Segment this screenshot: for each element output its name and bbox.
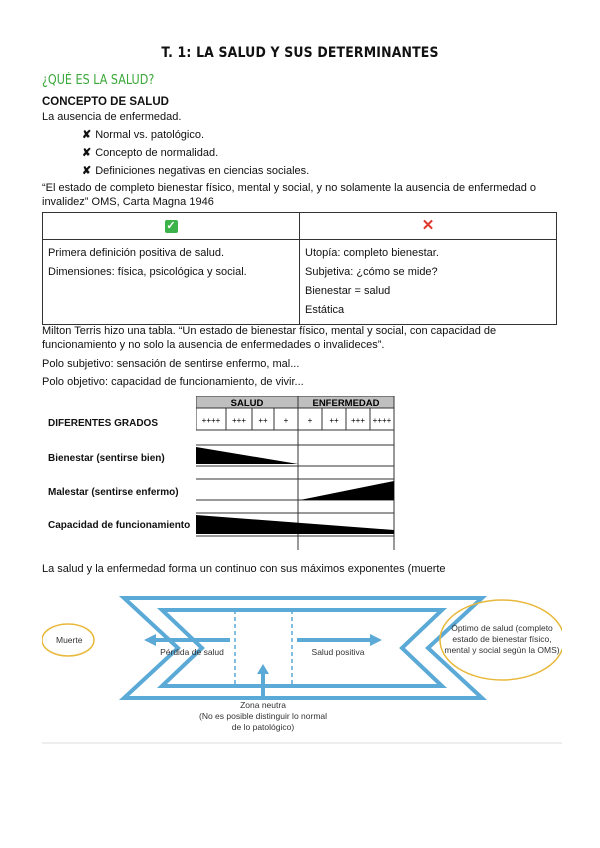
pros-cell: Primera definición positiva de salud. Dimensiones: física, psicológica y social.: [43, 240, 300, 325]
grade-enf-2: ++: [329, 416, 339, 425]
salud-positiva-label: Salud positiva: [311, 647, 365, 657]
zona-neutra-line1: Zona neutra: [240, 700, 286, 710]
section-heading: ¿QUÉ ES LA SALUD?: [42, 73, 155, 88]
grade-enf-1: +: [307, 416, 313, 425]
bullet-item: ✘ Definiciones negativas en ciencias sociales.: [82, 165, 310, 177]
bullet-item: ✘ Normal vs. patológico.: [82, 129, 205, 141]
grade-salud-1: +: [283, 416, 289, 425]
intro-text: La ausencia de enfermedad.: [42, 111, 182, 123]
optimo-line2: estado de bienestar físico,: [452, 634, 552, 644]
grade-salud-3: +++: [231, 416, 247, 425]
bienestar-wedge: [196, 447, 298, 464]
pros-cons-table: [42, 212, 557, 325]
malestar-wedge: [300, 481, 394, 500]
grade-enf-4: ++++: [372, 416, 392, 425]
capacidad-wedge: [196, 515, 394, 534]
muerte-label: Muerte: [56, 635, 83, 645]
cross-bullet-icon: ✘: [82, 165, 92, 177]
capacidad-label: Capacidad de funcionamiento: [48, 520, 191, 531]
zona-neutra-line3: de lo patológico): [231, 722, 295, 732]
bullet-item: ✘ Concepto de normalidad.: [82, 147, 219, 159]
oms-quote-line2: invalidez” OMS, Carta Magna 1946: [42, 196, 214, 208]
page-title: T. 1: LA SALUD Y SUS DETERMINANTES: [161, 45, 439, 61]
malestar-label: Malestar (sentirse enfermo): [48, 487, 179, 498]
polo-subjetivo: Polo subjetivo: sensación de sentirse enfermo, mal...: [42, 358, 300, 370]
enfermedad-header: ENFERMEDAD: [312, 398, 380, 409]
perdida-salud-label: Pérdida de salud: [160, 647, 224, 657]
grade-enf-3: +++: [350, 416, 366, 425]
continuum-text: La salud y la enfermedad forma un continuo con sus máximos exponentes (muerte: [42, 563, 446, 575]
check-icon: ✓: [166, 219, 176, 232]
bienestar-label: Bienestar (sentirse bien): [48, 453, 165, 464]
cross-bullet-icon: ✘: [82, 147, 92, 159]
grade-salud-4: ++++: [201, 416, 221, 425]
zona-neutra-line2: (No es posible distinguir lo normal: [198, 711, 328, 721]
polo-objetivo: Polo objetivo: capacidad de funcionamiento, de vivir...: [42, 376, 304, 388]
cons-cell: Utopía: completo bienestar. Subjetiva: ¿cómo se mide? Bienestar = salud Estática: [300, 240, 557, 325]
cross-icon: ✕: [421, 217, 435, 234]
oms-quote-line1: “El estado de completo bienestar físico, mental y social, y no solamente la ausencia de enfermedad o: [42, 182, 537, 194]
terris-line1: Milton Terris hizo una tabla. “Un estado de bienestar físico, mental y social, con capacidad de: [42, 325, 497, 337]
subsection-heading: CONCEPTO DE SALUD: [42, 96, 169, 108]
optimo-line3: mental y social según la OMS): [444, 645, 560, 655]
grades-row-label: DIFERENTES GRADOS: [48, 418, 159, 429]
continuum-diagram: [42, 582, 562, 744]
cross-bullet-icon: ✘: [82, 129, 92, 141]
grades-diagram: [196, 396, 396, 550]
grade-salud-2: ++: [258, 416, 268, 425]
optimo-line1: Óptimo de salud (completo: [451, 623, 553, 633]
terris-line2: funcionamiento y no solo la ausencia de enfermedades o invalideces”.: [42, 339, 385, 351]
salud-header: SALUD: [230, 398, 264, 409]
